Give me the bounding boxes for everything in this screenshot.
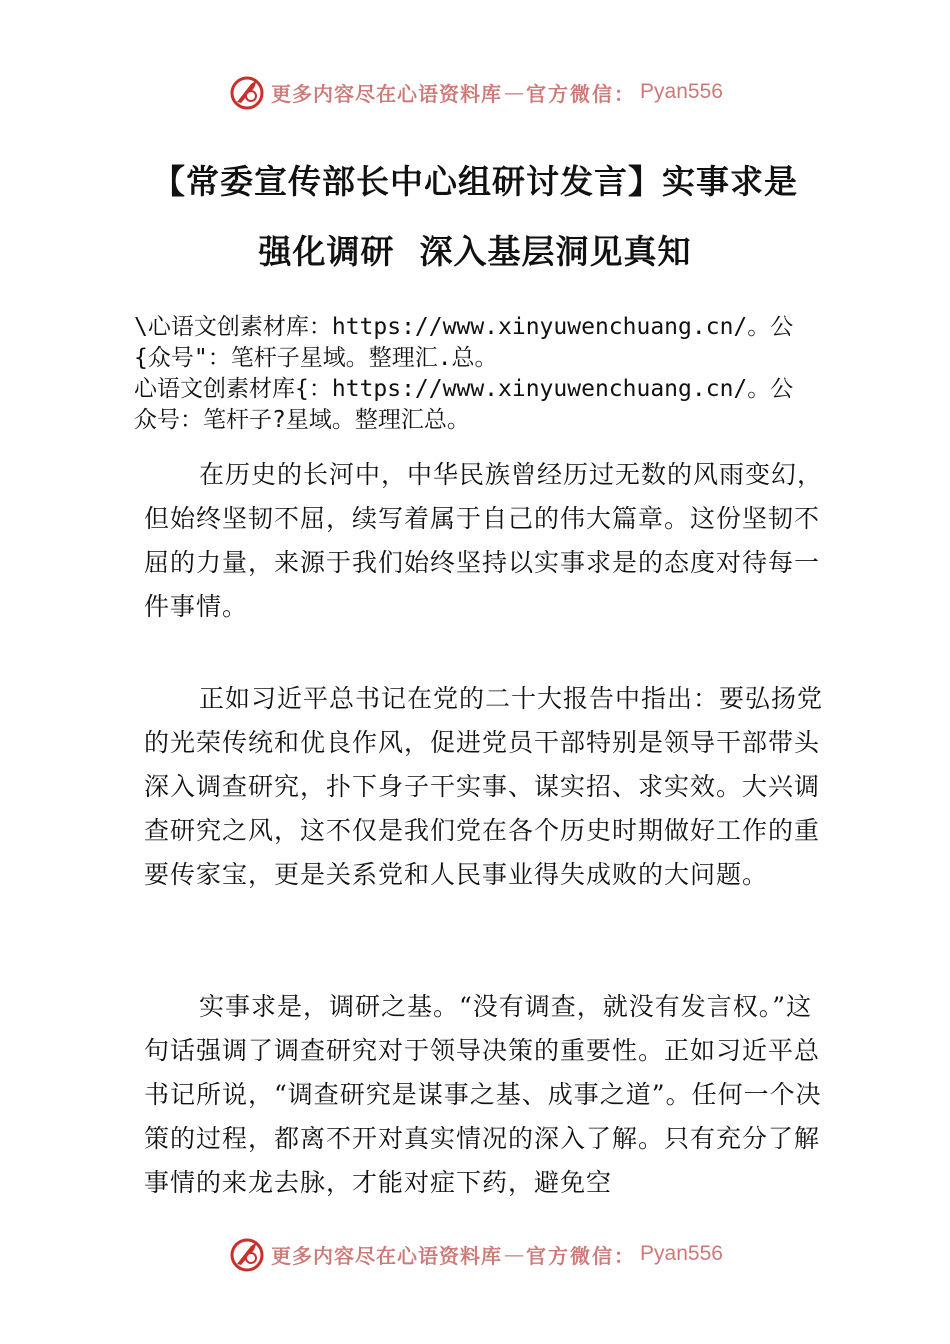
- banner-separator: —: [504, 1242, 525, 1266]
- title-line-2: 强化调研 深入基层洞见真知: [258, 232, 692, 271]
- body-paragraph-3: 实事求是，调研之基。“没有调查，就没有发言权。”这句话强调了调查研究对于领导决策的重要性。正如习近平总书记所说，“调查研究是谋事之基、成事之道”。任何一个决策的过程，都离不开对真实情况的深入了解。只有充分了解事情的来龙去脉，才能对症下药，避免空: [144, 992, 822, 1197]
- source-note: [134, 312, 834, 436]
- body-paragraph-2: 正如习近平总书记在党的二十大报告中指出：要弘扬党的光荣传统和优良作风，促进党员干部特别是领导干部带头深入调查研究，扑下身子干实事、谋实招、求实效。大兴调查研究之风，这不仅是我们党在各个历史时期做好工作的重要传家宝，更是关系党和人民事业得失成败的大问题。: [144, 684, 824, 889]
- banner-account: Pyan556: [640, 80, 723, 103]
- banner-account: Pyan556: [640, 1242, 723, 1265]
- source-line: 心语文创素材库{：https://www.xinyuwenchuang.cn/。公: [134, 376, 794, 402]
- body-paragraph-1: 在历史的长河中，中华民族曾经历过无数的风雨变幻，但始终坚韧不屈，续写着属于自己的伟大篇章。这份坚韧不屈的力量，来源于我们始终坚持以实事求是的态度对待每一件事情。: [144, 460, 824, 621]
- banner-text: 更多内容尽在心语资料库: [271, 81, 503, 106]
- brand-logo-icon: [227, 72, 267, 112]
- banner-text: 更多内容尽在心语资料库: [271, 1243, 503, 1268]
- source-line: 众号：笔杆子?星域。整理汇总。: [134, 407, 470, 433]
- footer-banner: [0, 1232, 950, 1276]
- brand-logo-icon: [227, 1234, 267, 1274]
- header-banner: [0, 70, 950, 114]
- title-line-1: 【常委宣传部长中心组研讨发言】实事求是: [152, 162, 798, 201]
- source-line: \心语文创素材库：https://www.xinyuwenchuang.cn/。公: [134, 314, 794, 340]
- banner-wechat-label: 官方微信：: [526, 1243, 637, 1268]
- banner-separator: —: [504, 80, 525, 104]
- source-line: {众号"：笔杆子星域。整理汇.总。: [134, 345, 498, 371]
- banner-wechat-label: 官方微信：: [526, 81, 637, 106]
